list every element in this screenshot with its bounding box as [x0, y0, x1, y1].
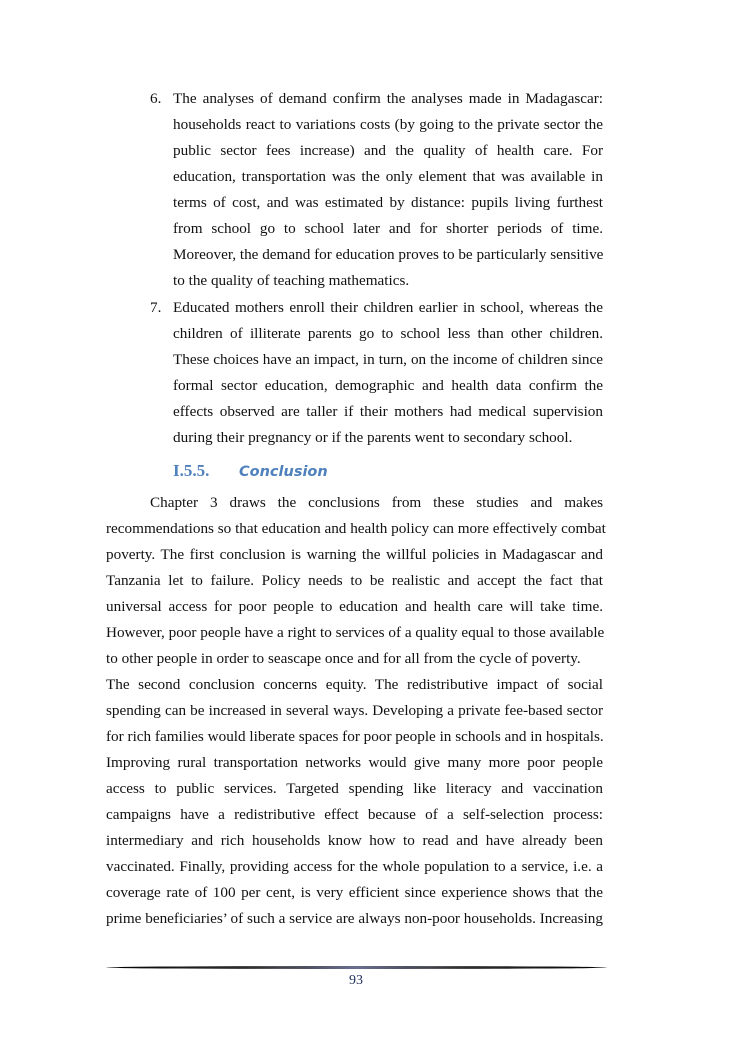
text-line: households react to variations costs (by going to the private sector the	[173, 116, 603, 133]
text-line: These choices have an impact, in turn, on the income of children since	[173, 350, 603, 368]
text-line: terms of cost, and was estimated by distance: pupils living furthest	[173, 194, 603, 211]
list-number: 7.	[150, 298, 162, 316]
text-line: Tanzania let to failure. Policy needs to be realistic and accept the fact that	[106, 572, 603, 589]
text-line: access to public services. Targeted spending like literacy and vaccination	[106, 780, 603, 797]
text-line: effects observed are taller if their mothers had medical supervision	[173, 402, 603, 420]
text-line: to the quality of teaching mathematics.	[173, 272, 410, 289]
list-number: 6.	[150, 90, 162, 107]
paragraph	[106, 490, 606, 672]
page-number: 93	[349, 973, 363, 988]
text-line: education, transportation was the only element that was available in	[173, 168, 603, 185]
text-line: for rich families would liberate spaces for poor people in schools and in hospitals.	[106, 728, 604, 745]
text-line: Moreover, the demand for education proves to be particularly sensitive	[173, 246, 604, 263]
text-line: from school go to school later and for shorter periods of time.	[173, 220, 603, 237]
text-line: Chapter 3 draws the conclusions from these studies and makes	[150, 494, 603, 511]
text-line: children of illiterate parents go to school less than other children.	[173, 324, 603, 342]
text-line: spending can be increased in several ways. Developing a private fee-based sector	[106, 702, 603, 719]
text-line: intermediary and rich households know how to read and have already been	[106, 832, 603, 849]
list-item	[150, 295, 603, 451]
text-line: poverty. The first conclusion is warning the willful policies in Madagascar and	[106, 546, 603, 563]
text-line: recommendations so that education and health policy can more effectively combat	[106, 520, 606, 537]
text-line: prime beneficiaries’ of such a service are always non-poor households. Increasing	[106, 910, 603, 927]
text-line: Educated mothers enroll their children earlier in school, whereas the	[173, 298, 603, 316]
text-line: Improving rural transportation networks would give many more poor people	[106, 754, 603, 771]
paragraph	[106, 672, 603, 932]
text-line: However, poor people have a right to services of a quality equal to those available	[106, 624, 605, 641]
text-line: universal access for poor people to education and health care will take time.	[106, 598, 603, 615]
text-line: vaccinated. Finally, providing access for the whole population to a service, i.e. a	[106, 858, 603, 875]
text-line: coverage rate of 100 per cent, is very efficient since experience shows that the	[106, 884, 603, 901]
section-number: I.5.5.	[173, 461, 210, 480]
text-line: The analyses of demand confirm the analyses made in Madagascar:	[173, 90, 603, 107]
text-line: The second conclusion concerns equity. The redistributive impact of social	[106, 676, 603, 693]
numbered-list	[0, 86, 745, 446]
text-line: public sector fees increase) and the quality of health care. For	[173, 142, 603, 159]
body-text	[106, 490, 606, 932]
list-item	[150, 86, 603, 294]
text-line: to other people in order to seascape once and for all from the cycle of poverty.	[106, 650, 581, 667]
text-line: during their pregnancy or if the parents went to secondary school.	[173, 428, 573, 446]
section-title: Conclusion	[239, 464, 328, 480]
text-line: formal sector education, demographic and health data confirm the	[173, 376, 603, 394]
footer-rule	[106, 966, 607, 969]
text-line: campaigns have a redistributive effect because of a self-selection process:	[106, 806, 603, 823]
section-heading	[173, 461, 328, 481]
